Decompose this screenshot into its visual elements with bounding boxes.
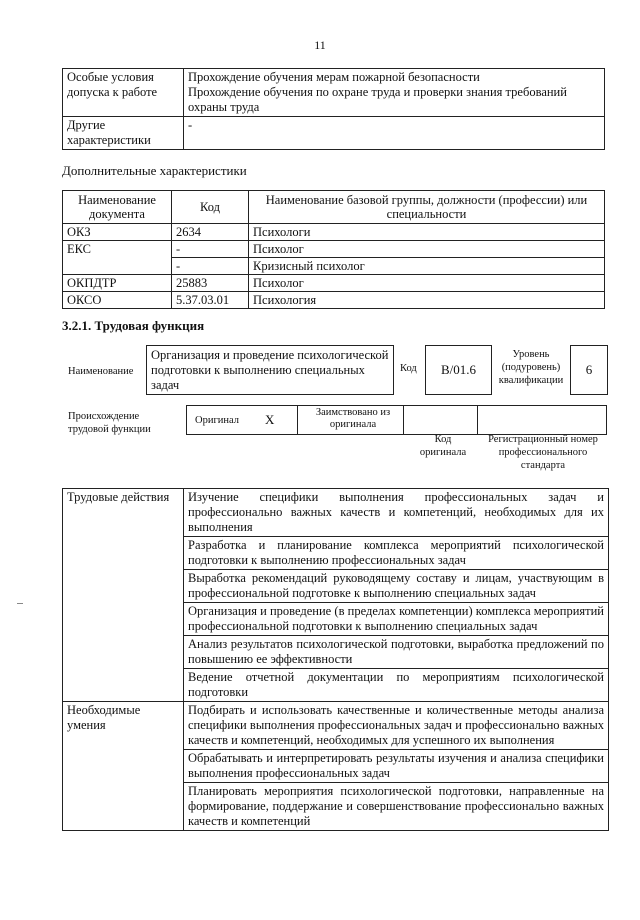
- additional-title: Дополнительные характеристики: [62, 163, 247, 178]
- action-item: Изучение специфики выполнения профессиональных задач и профессионально важных качеств и компетенций, необходимых для их выполнения: [184, 489, 609, 537]
- cell-doc: ОКСО: [63, 292, 172, 309]
- table-row: [63, 224, 605, 241]
- labor-table: [62, 488, 609, 831]
- function-name-box: Организация и проведение психологической подготовки к выполнению специальных задач: [146, 345, 394, 395]
- cell-name: Кризисный психолог: [249, 258, 605, 275]
- table-row: [63, 117, 605, 150]
- origin-row: [186, 405, 607, 435]
- original-mark: X: [265, 412, 275, 427]
- skill-item: Планировать мероприятия психологической подготовки, направленные на формирование, поддержание и совершенствование профессионально важных качеств и компетенций: [184, 783, 609, 831]
- condition-line: Прохождение обучения мерам пожарной безопасности: [188, 70, 480, 84]
- code-original-label: Код оригинала: [419, 434, 467, 458]
- table-row: [63, 292, 605, 309]
- cell-code: -: [172, 258, 249, 275]
- table-row: [63, 241, 605, 258]
- admission-table: [62, 68, 605, 150]
- other-label: Другие характеристики: [63, 117, 184, 150]
- level-box: 6: [570, 345, 608, 395]
- origin-label: Происхождение трудовой функции: [68, 411, 151, 435]
- cell-name: Психолог: [249, 275, 605, 292]
- margin-mark: [17, 603, 23, 604]
- divider: [477, 406, 478, 434]
- header-doc: Наименование документа: [63, 191, 172, 224]
- action-item: Разработка и планирование комплекса мероприятий психологической подготовки к выполнению профессиональных задач: [184, 537, 609, 570]
- action-item: Выработка рекомендаций руководящему составу и лицам, участвующим в профессиональной подготовке к выполнению специальных задач: [184, 570, 609, 603]
- code-label: Код: [400, 363, 417, 374]
- table-row: [63, 702, 609, 750]
- cell-code: -: [172, 241, 249, 258]
- special-conditions-label: Особые условия допуска к работе: [63, 69, 184, 117]
- other-value: -: [184, 117, 605, 150]
- skill-item: Обрабатывать и интерпретировать результаты изучения и анализа специфики выполнения профессиональных задач: [184, 750, 609, 783]
- name-label: Наименование: [68, 366, 134, 377]
- level-label: Уровень (подуровень) квалификации: [498, 349, 564, 386]
- table-row: [63, 275, 605, 292]
- cell-name: Психологи: [249, 224, 605, 241]
- page-number: 11: [314, 38, 326, 52]
- reg-number-label: Регистрационный номер профессионального стандарта: [488, 434, 598, 471]
- actions-label: Трудовые действия: [63, 489, 184, 702]
- cell-doc: ОКЗ: [63, 224, 172, 241]
- additional-table: [62, 190, 605, 309]
- header-name: Наименование базовой группы, должности (профессии) или специальности: [249, 191, 605, 224]
- function-code-box: B/01.6: [425, 345, 492, 395]
- divider: [297, 406, 298, 434]
- condition-line: Прохождение обучения по охране труда и проверки знания требований охраны труда: [188, 85, 567, 114]
- cell-code: 5.37.03.01: [172, 292, 249, 309]
- table-row: [63, 489, 609, 537]
- skill-item: Подбирать и использовать качественные и количественные методы анализа специфики выполнения профессиональных задач и профессионально важных качеств и компетенций, необходимых для успешного их выполнения: [184, 702, 609, 750]
- divider: [403, 406, 404, 434]
- cell-code: 25883: [172, 275, 249, 292]
- cell-code: 2634: [172, 224, 249, 241]
- special-conditions-value: [184, 69, 605, 117]
- section-title: 3.2.1. Трудовая функция: [62, 318, 205, 333]
- header-code: Код: [172, 191, 249, 224]
- action-item: Анализ результатов психологической подготовки, выработка предложений по повышению ее эффективности: [184, 636, 609, 669]
- cell-doc: ЕКС: [63, 241, 172, 275]
- table-row: [63, 69, 605, 117]
- action-item: Ведение отчетной документации по мероприятиям психологической подготовки: [184, 669, 609, 702]
- cell-name: Психолог: [249, 241, 605, 258]
- table-header-row: [63, 191, 605, 224]
- borrowed-label: Заимствовано из оригинала: [315, 407, 391, 430]
- original-label: Оригинал: [195, 415, 239, 426]
- cell-doc: ОКПДТР: [63, 275, 172, 292]
- skills-label: Необходимые умения: [63, 702, 184, 831]
- action-item: Организация и проведение (в пределах компетенции) комплекса мероприятий профессиональной подготовки к выполнению специальных задач: [184, 603, 609, 636]
- cell-name: Психология: [249, 292, 605, 309]
